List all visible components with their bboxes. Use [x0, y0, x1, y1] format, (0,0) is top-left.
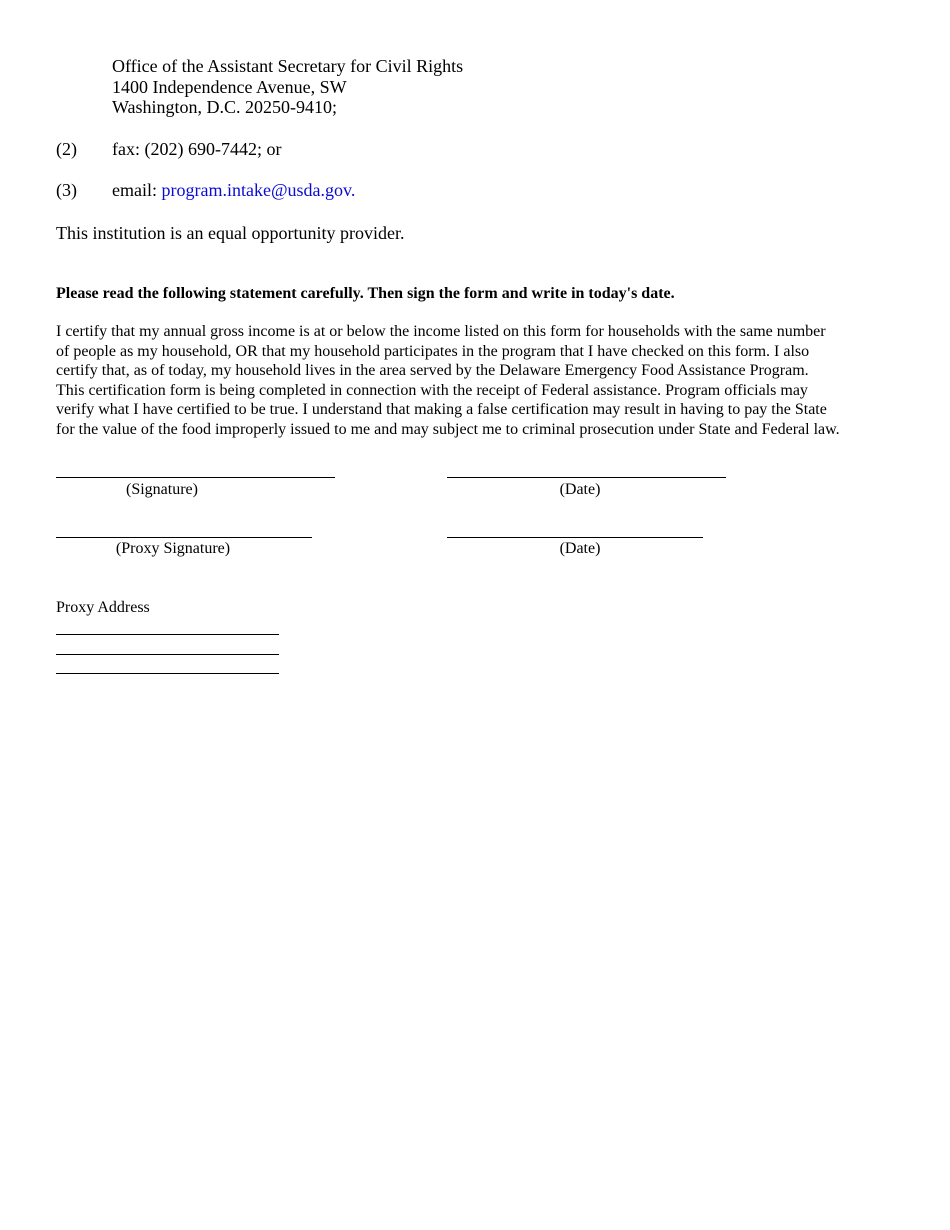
proxy-address-label: Proxy Address [56, 599, 150, 616]
certification-line: of people as my household, OR that my household participates in the program that I have checked on this form. I also [56, 342, 810, 360]
item-number-email: (3) [56, 180, 77, 200]
instruction-heading: Please read the following statement carefully. Then sign the form and write in today's date. [56, 285, 675, 302]
equal-opportunity-statement: This institution is an equal opportunity provider. [56, 223, 405, 243]
email-row [112, 180, 355, 201]
date-line[interactable] [447, 477, 726, 478]
certification-line: This certification form is being completed in connection with the receipt of Federal assistance. Program officials may [56, 381, 808, 399]
proxy-signature-line[interactable] [56, 537, 312, 538]
address-line-3: Washington, D.C. 20250-9410; [112, 97, 338, 117]
certification-line: I certify that my annual gross income is at or below the income listed on this form for households with the same number [56, 323, 826, 340]
proxy-address-line[interactable] [56, 654, 279, 655]
proxy-signature-label: (Proxy Signature) [115, 540, 231, 557]
certification-line: for the value of the food improperly issued to me and may subject me to criminal prosecution under State and Federal law. [56, 420, 840, 438]
date-label: (Date) [559, 481, 601, 498]
proxy-date-line[interactable] [447, 537, 703, 538]
email-link[interactable]: program.intake@usda.gov. [161, 180, 356, 200]
proxy-date-label: (Date) [559, 540, 601, 557]
signature-line[interactable] [56, 477, 335, 478]
proxy-address-line[interactable] [56, 673, 279, 674]
address-line-2: 1400 Independence Avenue, SW [112, 77, 347, 97]
address-line-1: Office of the Assistant Secretary for Civil Rights [112, 56, 464, 76]
certification-line: certify that, as of today, my household lives in the area served by the Delaware Emergency Food Assistance Program. [56, 362, 809, 379]
proxy-address-line[interactable] [56, 634, 279, 635]
fax-text: fax: (202) 690-7442; or [112, 139, 282, 159]
email-label: email: [112, 180, 162, 200]
item-number-fax: (2) [56, 139, 77, 159]
certification-line: verify what I have certified to be true. I understand that making a false certification may result in having to pay the State [56, 401, 827, 418]
certification-paragraph [56, 322, 906, 439]
signature-label: (Signature) [126, 481, 198, 498]
